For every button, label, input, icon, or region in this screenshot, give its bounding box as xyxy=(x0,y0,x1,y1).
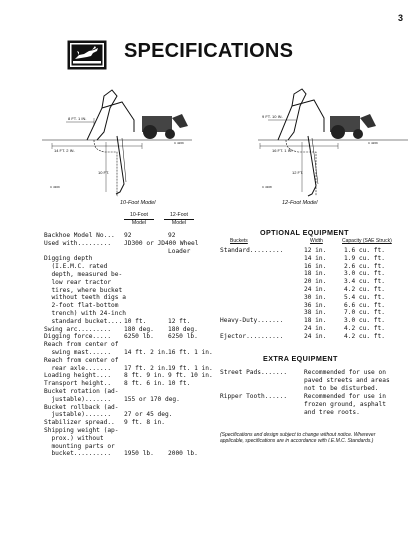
bucket-width: 24 in. xyxy=(304,324,327,332)
extra-item-name: Street Pads....... xyxy=(220,369,288,376)
art-code-top: C 4269 xyxy=(174,141,184,145)
bucket-row xyxy=(220,270,400,278)
col-header-10ft xyxy=(124,212,154,226)
col-header-line: Model xyxy=(124,219,154,227)
bucket-width: 12 in. xyxy=(304,247,327,254)
header-width: Width xyxy=(310,238,323,244)
spec-label: Bucket rotation (ad- xyxy=(44,387,119,395)
spec-value-10ft: 17 ft. 2 in. xyxy=(124,364,169,372)
spec-label: low rear tractor xyxy=(44,278,112,286)
spec-row xyxy=(44,443,244,451)
spec-row xyxy=(44,365,244,373)
bucket-capacity: 3.4 cu. ft. xyxy=(344,278,385,286)
spec-row xyxy=(44,388,244,396)
spec-label: Used with......... xyxy=(44,239,112,247)
spec-row xyxy=(44,287,244,295)
bucket-width: 18 in. xyxy=(304,270,327,278)
bucket-capacity: 7.0 cu. ft. xyxy=(344,309,385,317)
spec-label: Transport height.. xyxy=(44,380,112,388)
bucket-capacity: 5.4 cu. ft. xyxy=(344,293,385,301)
bucket-type xyxy=(220,263,304,271)
bucket-capacity: 4.2 cu. ft. xyxy=(344,332,385,340)
spec-row xyxy=(44,279,244,287)
bucket-type: Standard......... xyxy=(220,247,284,254)
extra-equipment-row xyxy=(220,393,400,416)
header-buckets: Buckets xyxy=(230,238,248,244)
spec-label: Digging force..... xyxy=(44,333,112,341)
spec-value-10ft: 9 ft. 8 in. xyxy=(124,419,165,427)
spec-row xyxy=(44,357,244,365)
col-header-line: Model xyxy=(164,219,194,227)
spec-row xyxy=(44,333,244,341)
spec-value-12ft: 9 ft. 10 in. xyxy=(168,372,213,380)
spec-value-10ft: 14 ft. 2 in. xyxy=(124,348,169,356)
spec-value-10ft: 92 xyxy=(124,232,132,239)
art-code-bottom: C 4308 xyxy=(262,185,272,189)
bucket-capacity: 6.6 cu. ft. xyxy=(344,301,385,309)
spec-label: 2-foot flat-bottom xyxy=(44,302,119,310)
spec-label: Reach from center of xyxy=(44,356,119,364)
spec-label: Swing arc......... xyxy=(44,325,112,333)
spec-value-10ft: JD300 or JD400 Wheel xyxy=(124,239,199,247)
spec-row xyxy=(44,341,244,349)
bucket-capacity: 2.6 cu. ft. xyxy=(344,262,385,270)
extra-equipment-title: EXTRA EQUIPMENT xyxy=(263,354,338,363)
extra-item-description: Recommended for use in frozen ground, asphalt and tree roots. xyxy=(304,393,386,416)
bucket-row xyxy=(220,263,400,271)
spec-row xyxy=(44,411,244,419)
spec-label: justable)....... xyxy=(44,411,112,419)
spec-value-10ft: 8 ft. 9 in. xyxy=(124,372,165,380)
bucket-width: 24 in. xyxy=(304,285,327,293)
page-title: SPECIFICATIONS xyxy=(124,40,294,62)
bucket-type xyxy=(220,255,304,263)
spec-value-12ft: 92 xyxy=(168,232,176,239)
spec-row xyxy=(44,255,244,263)
bucket-row xyxy=(220,294,400,302)
extra-equipment-table xyxy=(220,369,400,418)
caption-10ft-model: 10-Foot Model xyxy=(120,200,156,206)
spec-row xyxy=(44,294,244,302)
bucket-width: 24 in. xyxy=(304,332,327,340)
bucket-row xyxy=(220,255,400,263)
col-header-12ft xyxy=(164,212,194,226)
spec-value-12ft: 10 ft. xyxy=(168,380,191,388)
bucket-width: 20 in. xyxy=(304,278,327,286)
spec-label: Shipping weight (ap- xyxy=(44,426,119,434)
caption-12ft-model: 12-Foot Model xyxy=(282,200,318,206)
spec-row xyxy=(44,302,244,310)
spec-label: prox.) without xyxy=(44,434,104,442)
bucket-row xyxy=(220,317,400,325)
spec-row xyxy=(44,450,244,458)
bucket-type xyxy=(220,302,304,310)
bucket-row xyxy=(220,325,400,333)
spec-row xyxy=(44,404,244,412)
spec-label: trench) with 24-inch xyxy=(44,309,126,317)
spec-row xyxy=(44,271,244,279)
dim-depth-label: 10 FT. xyxy=(98,170,110,175)
bucket-row xyxy=(220,278,400,286)
bucket-row xyxy=(220,333,400,341)
bucket-width: 16 in. xyxy=(304,262,327,270)
bucket-width: 30 in. xyxy=(304,293,327,301)
spec-row xyxy=(44,248,244,256)
bucket-capacity: 1.9 cu. ft. xyxy=(344,254,385,262)
extra-item-description: Recommended for use on paved streets and areas not to be disturbed. xyxy=(304,369,390,392)
spec-value-10ft: 8 ft. 6 in. xyxy=(124,380,165,388)
specifications-note: (Specifications and design subject to change without notice. Wherever applicable, specifications are in accordance with I.E.M.C. Standards.) xyxy=(220,432,376,445)
spec-row xyxy=(44,240,244,248)
spec-value-12ft: 16 ft. 1 in. xyxy=(168,348,213,356)
spec-value-10ft: 10 ft. xyxy=(124,317,147,325)
col-header-line: 12-Foot xyxy=(170,212,188,218)
bucket-capacity: 3.0 cu. ft. xyxy=(344,317,385,325)
bucket-type xyxy=(220,278,304,286)
spec-row xyxy=(44,318,244,326)
spec-row xyxy=(44,396,244,404)
bucket-type: Ejector.......... xyxy=(220,332,284,340)
spec-label: justable)....... xyxy=(44,395,112,403)
spec-value-10ft: 180 deg. xyxy=(124,325,154,333)
spec-label: Backhoe Model No... xyxy=(44,232,115,239)
bucket-row xyxy=(220,302,400,310)
bucket-row xyxy=(220,309,400,317)
specs-table xyxy=(44,232,244,458)
spec-value-12ft: 6250 lb. xyxy=(168,333,198,341)
bucket-capacity: 1.6 cu. ft. xyxy=(344,247,385,254)
spec-label: tires, where bucket xyxy=(44,286,123,294)
spec-label: Bucket rollback (ad- xyxy=(44,403,119,411)
spec-row xyxy=(44,263,244,271)
spec-label: (I.E.M.C. rated xyxy=(44,263,108,271)
optional-equipment-title: OPTIONAL EQUIPMENT xyxy=(260,228,349,237)
spec-value-12ft: 12 ft. xyxy=(168,317,191,325)
bucket-type xyxy=(220,294,304,302)
spec-row xyxy=(44,427,244,435)
bucket-width: 36 in. xyxy=(304,301,327,309)
spec-label: standard bucket.... xyxy=(44,317,123,325)
bucket-capacity: 4.2 cu. ft. xyxy=(344,285,385,293)
spec-value-10ft: 1950 lb. xyxy=(124,450,154,458)
art-code-bottom: C 4309 xyxy=(50,185,60,189)
backhoe-12ft-diagram xyxy=(258,88,408,200)
spec-row xyxy=(44,310,244,318)
page-number: 3 xyxy=(398,13,404,23)
spec-label: bucket.......... xyxy=(44,450,112,458)
dim-reach-label: 9 FT. 10 IN. xyxy=(262,114,283,119)
spec-row xyxy=(44,435,244,443)
spec-value-10ft: 155 or 170 deg. xyxy=(124,395,180,403)
bucket-row xyxy=(220,286,400,294)
spec-value-10ft: 27 or 45 deg. xyxy=(124,411,173,419)
spec-label: without teeth digs a xyxy=(44,294,126,302)
spec-row xyxy=(44,349,244,357)
bucket-row xyxy=(220,247,400,255)
bucket-type xyxy=(220,270,304,278)
header-capacity: Capacity (SAE Struck) xyxy=(342,238,392,244)
bucket-type: Heavy-Duty....... xyxy=(220,317,284,325)
bucket-type xyxy=(220,325,304,333)
backhoe-10ft-diagram xyxy=(42,88,192,200)
spec-value-12ft: Loader xyxy=(168,247,191,255)
optional-equipment-table xyxy=(220,247,400,341)
spec-value-10ft: 6250 lb. xyxy=(124,333,154,341)
bucket-width: 14 in. xyxy=(304,254,327,262)
spec-row xyxy=(44,380,244,388)
spec-label: rear axle....... xyxy=(44,364,112,372)
spec-label: Digging depth xyxy=(44,255,93,263)
art-code-top: C 4269 xyxy=(368,141,378,145)
dim-depth-label: 12 FT. xyxy=(292,170,304,175)
bucket-capacity: 3.0 cu. ft. xyxy=(344,270,385,278)
bucket-type xyxy=(220,286,304,294)
spec-row xyxy=(44,372,244,380)
dim-swing-label: 16 FT. 1 IN. xyxy=(272,148,293,153)
spec-row xyxy=(44,326,244,334)
spec-label: depth, measured be- xyxy=(44,270,123,278)
spec-label: Stabilizer spread.. xyxy=(44,419,115,427)
bucket-type xyxy=(220,309,304,317)
col-header-line: 10-Foot xyxy=(130,212,148,218)
extra-equipment-row xyxy=(220,369,400,392)
dim-reach-label: 8 FT. 1 IN. xyxy=(68,116,87,121)
spec-label: Loading height.... xyxy=(44,372,112,380)
john-deere-logo xyxy=(67,40,107,70)
spec-value-12ft: 180 deg. xyxy=(168,325,198,333)
spec-row xyxy=(44,232,244,240)
bucket-width: 38 in. xyxy=(304,309,327,317)
dim-swing-label: 14 FT. 2 IN. xyxy=(54,148,75,153)
spec-value-12ft: 19 ft. 1 in. xyxy=(168,364,213,372)
spec-row xyxy=(44,419,244,427)
extra-item-name: Ripper Tooth...... xyxy=(220,393,288,401)
spec-label: swing mast...... xyxy=(44,348,112,356)
bucket-width: 18 in. xyxy=(304,317,327,325)
bucket-capacity: 4.2 cu. ft. xyxy=(344,324,385,332)
spec-value-12ft: 2000 lb. xyxy=(168,450,198,458)
spec-label: Reach from center of xyxy=(44,341,119,349)
spec-label: mounting parts or xyxy=(44,442,115,450)
